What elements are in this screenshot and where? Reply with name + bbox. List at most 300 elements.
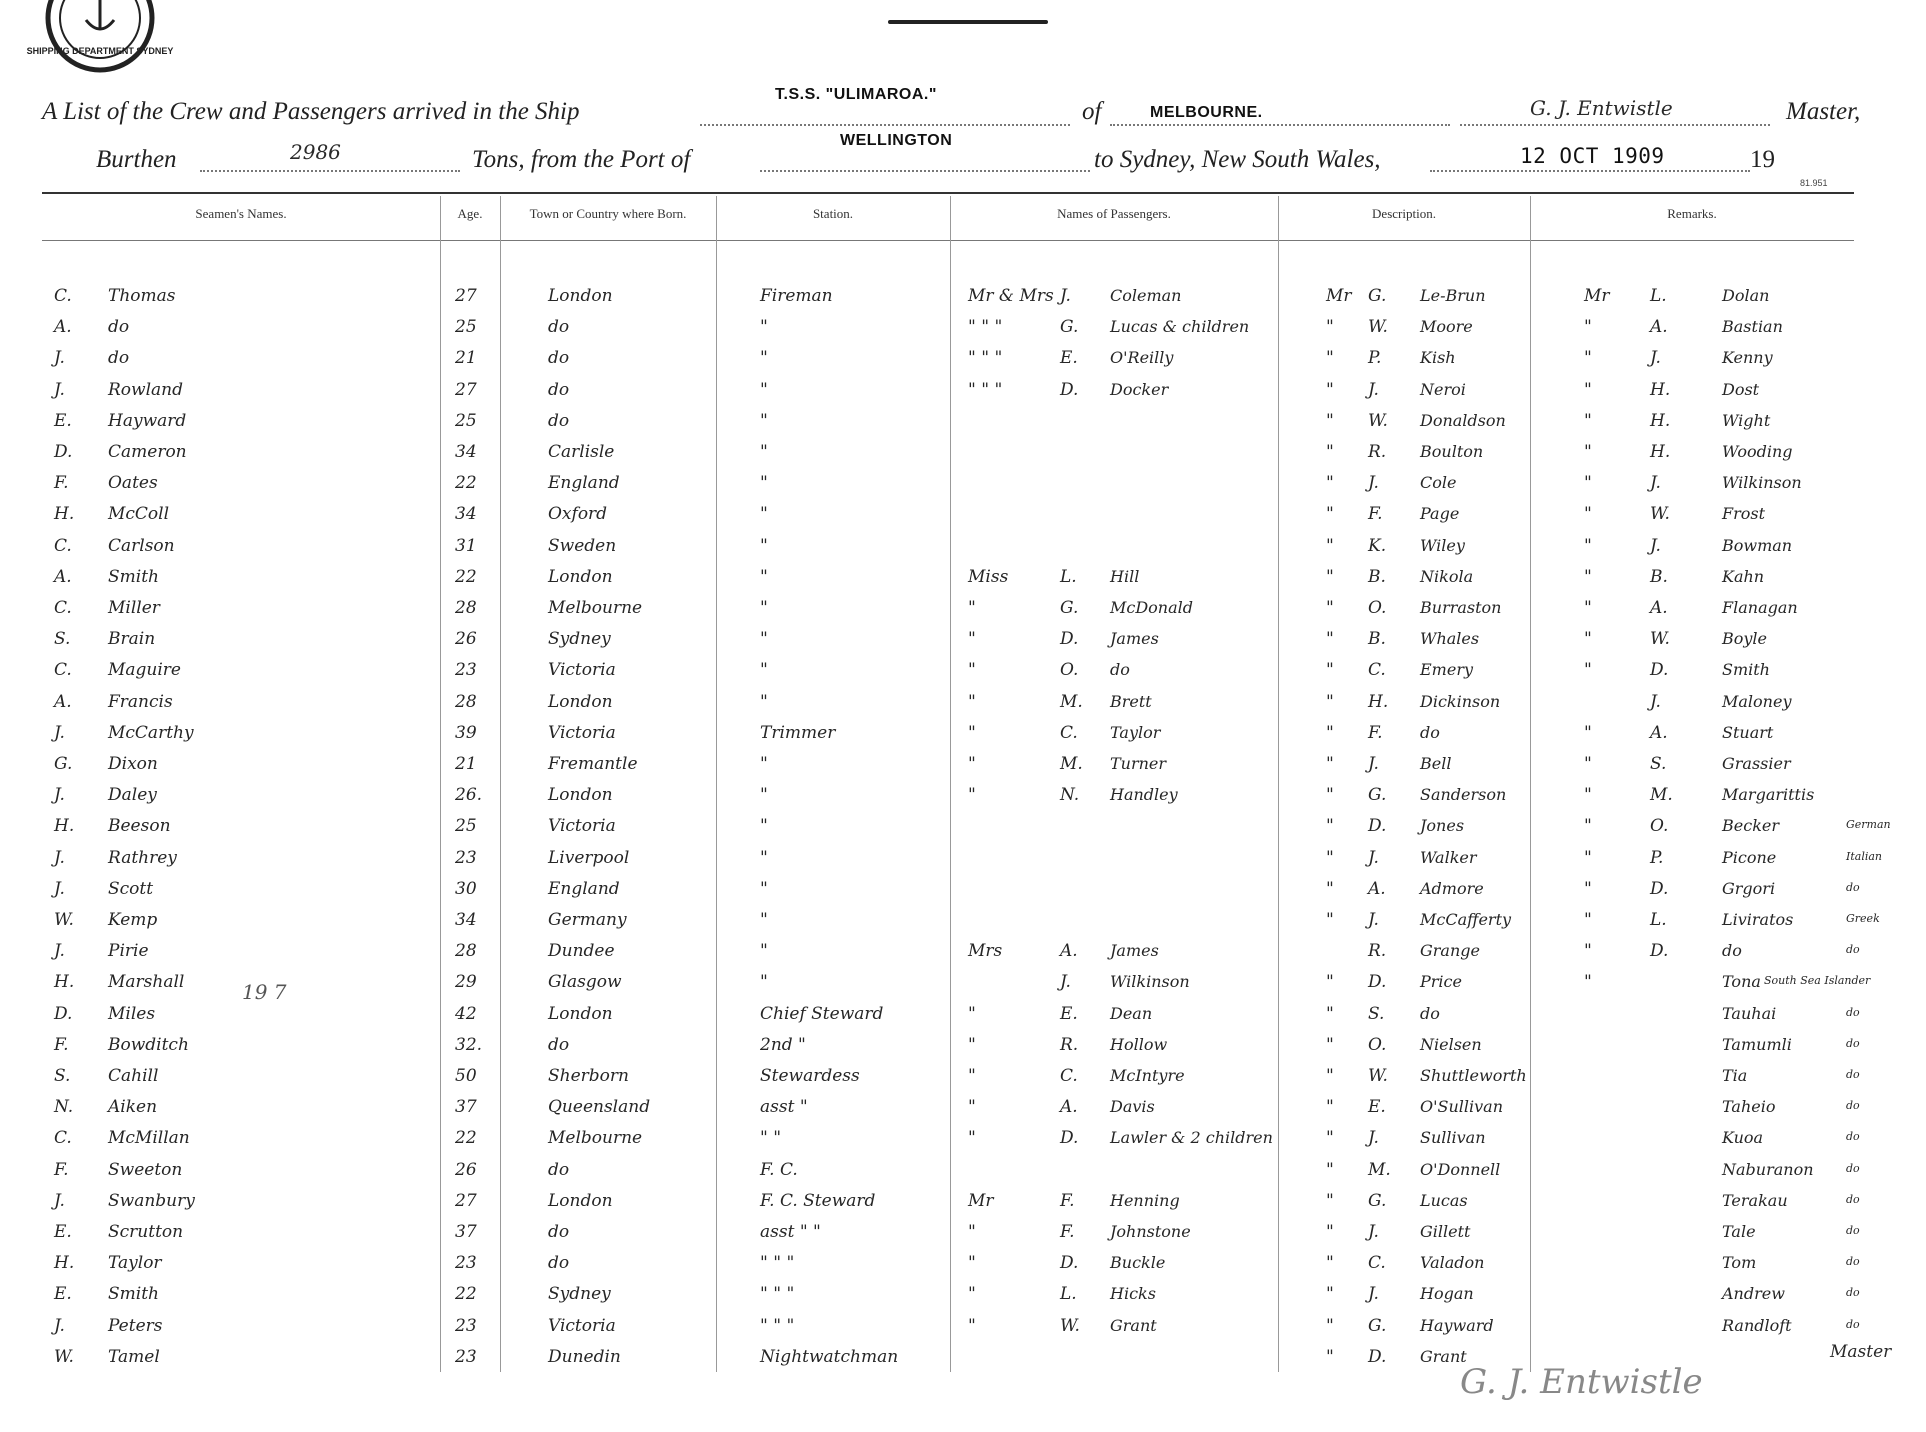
crew-initial: J.: [54, 848, 65, 868]
description-initial: R.: [1368, 941, 1387, 961]
crew-surname: Bowditch: [108, 1035, 189, 1055]
remarks-surname: Stuart: [1722, 723, 1774, 742]
description-initial: O.: [1368, 1035, 1387, 1055]
description-surname: Hogan: [1420, 1284, 1474, 1303]
master-signature: G. J. Entwistle: [1460, 1362, 1703, 1402]
crew-birthplace: Victoria: [548, 723, 616, 743]
column-header-seamen-names: Seamen's Names.: [195, 206, 287, 221]
description-initial: C.: [1368, 660, 1386, 680]
remarks-surname: Kuoa: [1722, 1128, 1764, 1147]
crew-station: Fireman: [760, 286, 833, 306]
remarks-surname: Picone: [1722, 848, 1777, 867]
description-surname: O'Donnell: [1420, 1160, 1501, 1179]
crew-initial: D.: [54, 1004, 73, 1024]
crew-birthplace: Glasgow: [548, 972, 622, 992]
port-registry-dots: [1110, 124, 1450, 126]
column-header-description: Description.: [1372, 206, 1436, 221]
passenger-surname: Johnstone: [1110, 1222, 1191, 1241]
description-title: ": [1326, 754, 1334, 774]
passenger-title: ": [968, 1316, 976, 1336]
description-surname: Walker: [1420, 848, 1477, 867]
crew-surname: Hayward: [108, 411, 187, 431]
remarks-surname: Wooding: [1722, 442, 1793, 461]
remarks-initial: D.: [1650, 660, 1669, 680]
description-title: ": [1326, 723, 1334, 743]
passenger-initial: D.: [1060, 380, 1079, 400]
crew-initial: H.: [54, 816, 75, 836]
passenger-initial: D.: [1060, 1253, 1079, 1273]
remarks-initial: S.: [1650, 754, 1667, 774]
description-initial: J.: [1368, 473, 1379, 493]
crew-station: ": [760, 660, 768, 680]
crew-birthplace: do: [548, 317, 570, 337]
passenger-surname: Taylor: [1110, 723, 1161, 742]
passenger-title: ": [968, 1004, 976, 1024]
passenger-title: ": [968, 660, 976, 680]
description-surname: Nielsen: [1420, 1035, 1482, 1054]
passenger-surname: Wilkinson: [1110, 972, 1190, 991]
description-surname: Grange: [1420, 941, 1480, 960]
shipping-department-stamp: [26, 0, 174, 80]
crew-age: 26: [455, 1160, 477, 1180]
title-ornament: [888, 20, 1048, 24]
crew-age: 21: [455, 348, 477, 368]
stamp-text: SHIPPING DEPARTMENT SYDNEY: [26, 46, 174, 56]
crew-initial: C.: [54, 598, 72, 618]
passenger-title: Mrs: [968, 941, 1003, 961]
crew-surname: do: [108, 317, 130, 337]
crew-station: ": [760, 629, 768, 649]
passenger-surname: Handley: [1110, 785, 1178, 804]
description-surname: Admore: [1420, 879, 1484, 898]
description-initial: D.: [1368, 972, 1387, 992]
tons-from-label: Tons, from the Port of: [472, 146, 691, 173]
crew-surname: Maguire: [108, 660, 181, 680]
crew-station: ": [760, 317, 768, 337]
crew-age: 28: [455, 692, 477, 712]
remarks-surname: do: [1722, 941, 1742, 960]
remarks-surname: Frost: [1722, 504, 1766, 523]
crew-age: 21: [455, 754, 477, 774]
passenger-surname: Hicks: [1110, 1284, 1156, 1303]
crew-age: 34: [455, 504, 477, 524]
remarks-initial: H.: [1650, 442, 1671, 462]
description-title: ": [1326, 879, 1334, 899]
remarks-note: do: [1846, 1224, 1860, 1237]
description-surname: Cole: [1420, 473, 1457, 492]
description-initial: J.: [1368, 848, 1379, 868]
crew-station: " " ": [760, 1284, 795, 1304]
crew-surname: Oates: [108, 473, 158, 493]
crew-initial: J.: [54, 380, 65, 400]
crew-station: Nightwatchman: [760, 1347, 899, 1367]
crew-age: 31: [455, 536, 477, 556]
remarks-surname: Tamumli: [1722, 1035, 1792, 1054]
crew-station: asst " ": [760, 1222, 821, 1242]
crew-birthplace: do: [548, 380, 570, 400]
crew-initial: D.: [54, 442, 73, 462]
remarks-surname: Boyle: [1722, 629, 1768, 648]
description-title: ": [1326, 1066, 1334, 1086]
crew-surname: Rathrey: [108, 848, 177, 868]
remarks-initial: O.: [1650, 816, 1669, 836]
crew-initial: N.: [54, 1097, 74, 1117]
crew-age: 39: [455, 723, 477, 743]
passenger-surname: Coleman: [1110, 286, 1182, 305]
passenger-surname: McDonald: [1110, 598, 1194, 617]
description-initial: B.: [1368, 567, 1386, 587]
crew-birthplace: Germany: [548, 910, 627, 930]
destination-label: to Sydney, New South Wales,: [1094, 146, 1381, 173]
description-title: ": [1326, 411, 1334, 431]
remarks-initial: P.: [1650, 848, 1664, 868]
crew-initial: H.: [54, 972, 75, 992]
remarks-initial: B.: [1650, 567, 1668, 587]
remarks-surname: Flanagan: [1722, 598, 1798, 617]
description-surname: Gillett: [1420, 1222, 1471, 1241]
description-initial: F.: [1368, 504, 1383, 524]
crew-surname: Tamel: [108, 1347, 160, 1367]
crew-initial: A.: [54, 317, 72, 337]
remarks-note: do: [1846, 1193, 1860, 1206]
description-initial: E.: [1368, 1097, 1386, 1117]
remarks-note: South Sea Islander: [1764, 974, 1871, 987]
crew-age: 22: [455, 567, 477, 587]
passenger-initial: E.: [1060, 1004, 1078, 1024]
crew-birthplace: London: [548, 567, 613, 587]
remarks-title: ": [1584, 941, 1592, 961]
crew-birthplace: Victoria: [548, 1316, 616, 1336]
column-divider: [950, 196, 951, 1372]
description-initial: K.: [1368, 536, 1387, 556]
crew-station: Chief Steward: [760, 1004, 884, 1024]
crew-age: 23: [455, 660, 477, 680]
column-divider: [1278, 196, 1279, 1372]
crew-birthplace: Fremantle: [548, 754, 638, 774]
crew-station: ": [760, 348, 768, 368]
crew-birthplace: Sydney: [548, 1284, 611, 1304]
crew-surname: do: [108, 348, 130, 368]
description-surname: Page: [1420, 504, 1460, 523]
description-title: ": [1326, 1097, 1334, 1117]
description-title: ": [1326, 1347, 1334, 1367]
crew-initial: C.: [54, 286, 72, 306]
list-title-prefix: A List of the Crew and Passengers arrived in the Ship: [42, 98, 580, 125]
remarks-title: ": [1584, 504, 1592, 524]
crew-age: 25: [455, 816, 477, 836]
passenger-title: ": [968, 1284, 976, 1304]
remarks-initial: H.: [1650, 380, 1671, 400]
remarks-initial: M.: [1650, 785, 1673, 805]
crew-age: 28: [455, 941, 477, 961]
crew-station: F. C. Steward: [760, 1191, 876, 1211]
remarks-initial: A.: [1650, 317, 1668, 337]
remarks-initial: W.: [1650, 629, 1670, 649]
remarks-title: ": [1584, 598, 1592, 618]
crew-station: Stewardess: [760, 1066, 860, 1086]
description-initial: M.: [1368, 1160, 1391, 1180]
remarks-note: do: [1846, 1255, 1860, 1268]
crew-station: ": [760, 598, 768, 618]
description-surname: Burraston: [1420, 598, 1502, 617]
description-title: ": [1326, 567, 1334, 587]
crew-station: ": [760, 941, 768, 961]
remarks-note: do: [1846, 881, 1860, 894]
column-divider: [1530, 196, 1531, 1372]
description-initial: G.: [1368, 286, 1387, 306]
remarks-surname: Grgori: [1722, 879, 1776, 898]
signature-title: Master: [1830, 1342, 1892, 1362]
crew-birthplace: Victoria: [548, 816, 616, 836]
remarks-title: ": [1584, 754, 1592, 774]
crew-station: ": [760, 442, 768, 462]
description-initial: W.: [1368, 411, 1388, 431]
description-surname: Jones: [1420, 816, 1465, 835]
crew-initial: J.: [54, 785, 65, 805]
crew-initial: G.: [54, 754, 73, 774]
remarks-title: ": [1584, 972, 1592, 992]
crew-initial: A.: [54, 567, 72, 587]
column-divider: [716, 196, 717, 1372]
description-initial: J.: [1368, 1128, 1379, 1148]
crew-birthplace: Oxford: [548, 504, 608, 524]
remarks-surname: Kahn: [1722, 567, 1765, 586]
crew-surname: Beeson: [108, 816, 171, 836]
crew-station: F. C.: [760, 1160, 798, 1180]
crew-surname: Swanbury: [108, 1191, 195, 1211]
passenger-initial: A.: [1060, 941, 1078, 961]
column-header-born: Town or Country where Born.: [529, 206, 687, 221]
crew-surname: Carlson: [108, 536, 175, 556]
passenger-initial: W.: [1060, 1316, 1080, 1336]
description-initial: J.: [1368, 1284, 1379, 1304]
remarks-title: ": [1584, 473, 1592, 493]
crew-surname: Aiken: [108, 1097, 158, 1117]
description-title: ": [1326, 536, 1334, 556]
crew-station: " ": [760, 1128, 782, 1148]
description-surname: O'Sullivan: [1420, 1097, 1504, 1116]
remarks-title: ": [1584, 380, 1592, 400]
crew-initial: H.: [54, 504, 75, 524]
description-title: ": [1326, 1160, 1334, 1180]
description-initial: R.: [1368, 442, 1387, 462]
description-surname: do: [1420, 1004, 1440, 1023]
remarks-surname: Tom: [1722, 1253, 1757, 1272]
remarks-surname: Kenny: [1722, 348, 1773, 367]
crew-birthplace: London: [548, 1004, 613, 1024]
crew-station: ": [760, 692, 768, 712]
remarks-surname: Grassier: [1722, 754, 1791, 773]
remarks-title: ": [1584, 660, 1592, 680]
description-initial: B.: [1368, 629, 1386, 649]
passenger-title: ": [968, 629, 976, 649]
passenger-initial: G.: [1060, 598, 1079, 618]
crew-surname: Scott: [108, 879, 154, 899]
crew-age: 22: [455, 1128, 477, 1148]
description-title: ": [1326, 1222, 1334, 1242]
passenger-title: Mr & Mrs: [968, 286, 1054, 306]
description-surname: Lucas: [1420, 1191, 1468, 1210]
remarks-title: ": [1584, 317, 1592, 337]
description-surname: do: [1420, 723, 1440, 742]
crew-age: 22: [455, 1284, 477, 1304]
remarks-title: ": [1584, 629, 1592, 649]
description-title: ": [1326, 442, 1334, 462]
crew-initial: S.: [54, 1066, 71, 1086]
passenger-initial: A.: [1060, 1097, 1078, 1117]
crew-station: ": [760, 567, 768, 587]
passenger-surname: Hill: [1110, 567, 1140, 586]
crew-surname: McMillan: [108, 1128, 190, 1148]
remarks-surname: Tona: [1722, 972, 1761, 991]
description-title: ": [1326, 380, 1334, 400]
passenger-surname: Henning: [1110, 1191, 1180, 1210]
passenger-surname: Lucas & children: [1110, 317, 1250, 336]
passenger-initial: M.: [1060, 692, 1083, 712]
crew-station: ": [760, 411, 768, 431]
description-surname: Price: [1420, 972, 1462, 991]
crew-birthplace: Sweden: [548, 536, 617, 556]
crew-station: " " ": [760, 1316, 795, 1336]
crew-initial: J.: [54, 1316, 65, 1336]
description-surname: Le-Brun: [1420, 286, 1486, 305]
description-initial: J.: [1368, 754, 1379, 774]
ship-name: T.S.S. "ULIMAROA.": [775, 86, 937, 103]
description-title: ": [1326, 1284, 1334, 1304]
remarks-title: ": [1584, 411, 1592, 431]
column-header-station: Station.: [812, 206, 854, 221]
passenger-initial: J.: [1060, 972, 1071, 992]
crew-station: ": [760, 816, 768, 836]
description-initial: D.: [1368, 1347, 1387, 1367]
remarks-title: Mr: [1584, 286, 1610, 306]
passenger-title: ": [968, 785, 976, 805]
description-surname: Shuttleworth: [1420, 1066, 1527, 1085]
crew-initial: A.: [54, 692, 72, 712]
description-title: ": [1326, 816, 1334, 836]
crew-age: 26.: [455, 785, 483, 805]
crew-initial: E.: [54, 411, 72, 431]
description-title: ": [1326, 1191, 1334, 1211]
table-header-rule: [42, 240, 1854, 241]
crew-age: 23: [455, 1347, 477, 1367]
crew-birthplace: Melbourne: [548, 1128, 643, 1148]
crew-age: 27: [455, 1191, 477, 1211]
crew-initial: F.: [54, 473, 69, 493]
description-title: ": [1326, 848, 1334, 868]
crew-station: ": [760, 785, 768, 805]
description-surname: Sanderson: [1420, 785, 1507, 804]
remarks-initial: J.: [1650, 536, 1661, 556]
description-initial: J.: [1368, 910, 1379, 930]
passenger-surname: James: [1110, 941, 1159, 960]
description-initial: S.: [1368, 1004, 1385, 1024]
crew-surname: Thomas: [108, 286, 176, 306]
remarks-surname: Tauhai: [1722, 1004, 1777, 1023]
passenger-title: ": [968, 1097, 976, 1117]
passenger-surname: Grant: [1110, 1316, 1157, 1335]
remarks-title: ": [1584, 348, 1592, 368]
crew-birthplace: London: [548, 1191, 613, 1211]
remarks-initial: J.: [1650, 473, 1661, 493]
remarks-surname: Margarittis: [1722, 785, 1815, 804]
crew-age: 34: [455, 910, 477, 930]
remarks-initial: A.: [1650, 723, 1668, 743]
passenger-initial: D.: [1060, 629, 1079, 649]
crew-birthplace: London: [548, 692, 613, 712]
description-initial: D.: [1368, 816, 1387, 836]
crew-initial: H.: [54, 1253, 75, 1273]
remarks-surname: Andrew: [1722, 1284, 1785, 1303]
passenger-surname: Davis: [1110, 1097, 1155, 1116]
crew-surname: Cahill: [108, 1066, 159, 1086]
description-initial: C.: [1368, 1253, 1386, 1273]
description-initial: G.: [1368, 785, 1387, 805]
description-surname: Dickinson: [1420, 692, 1501, 711]
crew-age: 25: [455, 411, 477, 431]
passenger-title: Miss: [968, 567, 1009, 587]
description-surname: Grant: [1420, 1347, 1467, 1366]
passenger-initial: O.: [1060, 660, 1079, 680]
crew-surname: Brain: [108, 629, 156, 649]
form-number: 81.951: [1800, 178, 1828, 188]
remarks-initial: W.: [1650, 504, 1670, 524]
passenger-surname: O'Reilly: [1110, 348, 1174, 367]
passenger-surname: James: [1110, 629, 1159, 648]
remarks-initial: A.: [1650, 598, 1668, 618]
crew-birthplace: Carlisle: [548, 442, 615, 462]
passenger-initial: C.: [1060, 1066, 1078, 1086]
remarks-note: do: [1846, 1130, 1860, 1143]
remarks-title: ": [1584, 910, 1592, 930]
passenger-initial: N.: [1060, 785, 1080, 805]
crew-birthplace: England: [548, 473, 620, 493]
description-surname: Kish: [1420, 348, 1456, 367]
crew-initial: E.: [54, 1284, 72, 1304]
passenger-title: " " ": [968, 317, 1003, 337]
description-title: ": [1326, 317, 1334, 337]
crew-surname: Sweeton: [108, 1160, 183, 1180]
remarks-initial: L.: [1650, 286, 1667, 306]
passenger-initial: D.: [1060, 1128, 1079, 1148]
remarks-surname: Tia: [1722, 1066, 1748, 1085]
crew-initial: S.: [54, 629, 71, 649]
crew-birthplace: do: [548, 1160, 570, 1180]
crew-station: " " ": [760, 1253, 795, 1273]
remarks-surname: Randloft: [1722, 1316, 1792, 1335]
passenger-title: " " ": [968, 348, 1003, 368]
crew-initial: F.: [54, 1035, 69, 1055]
passenger-title: ": [968, 1066, 976, 1086]
crew-surname: Dixon: [108, 754, 158, 774]
crew-age: 27: [455, 380, 477, 400]
column-divider: [440, 196, 441, 1372]
passenger-surname: Turner: [1110, 754, 1167, 773]
crew-age: 23: [455, 848, 477, 868]
description-initial: J.: [1368, 380, 1379, 400]
passenger-initial: C.: [1060, 723, 1078, 743]
crew-age: 27: [455, 286, 477, 306]
crew-initial: W.: [54, 910, 74, 930]
remarks-note: do: [1846, 1286, 1860, 1299]
remarks-title: ": [1584, 848, 1592, 868]
passenger-surname: Buckle: [1110, 1253, 1166, 1272]
crew-station: ": [760, 972, 768, 992]
crew-station: Trimmer: [760, 723, 836, 743]
remarks-surname: Dolan: [1722, 286, 1770, 305]
remarks-initial: L.: [1650, 910, 1667, 930]
crew-birthplace: do: [548, 1035, 570, 1055]
